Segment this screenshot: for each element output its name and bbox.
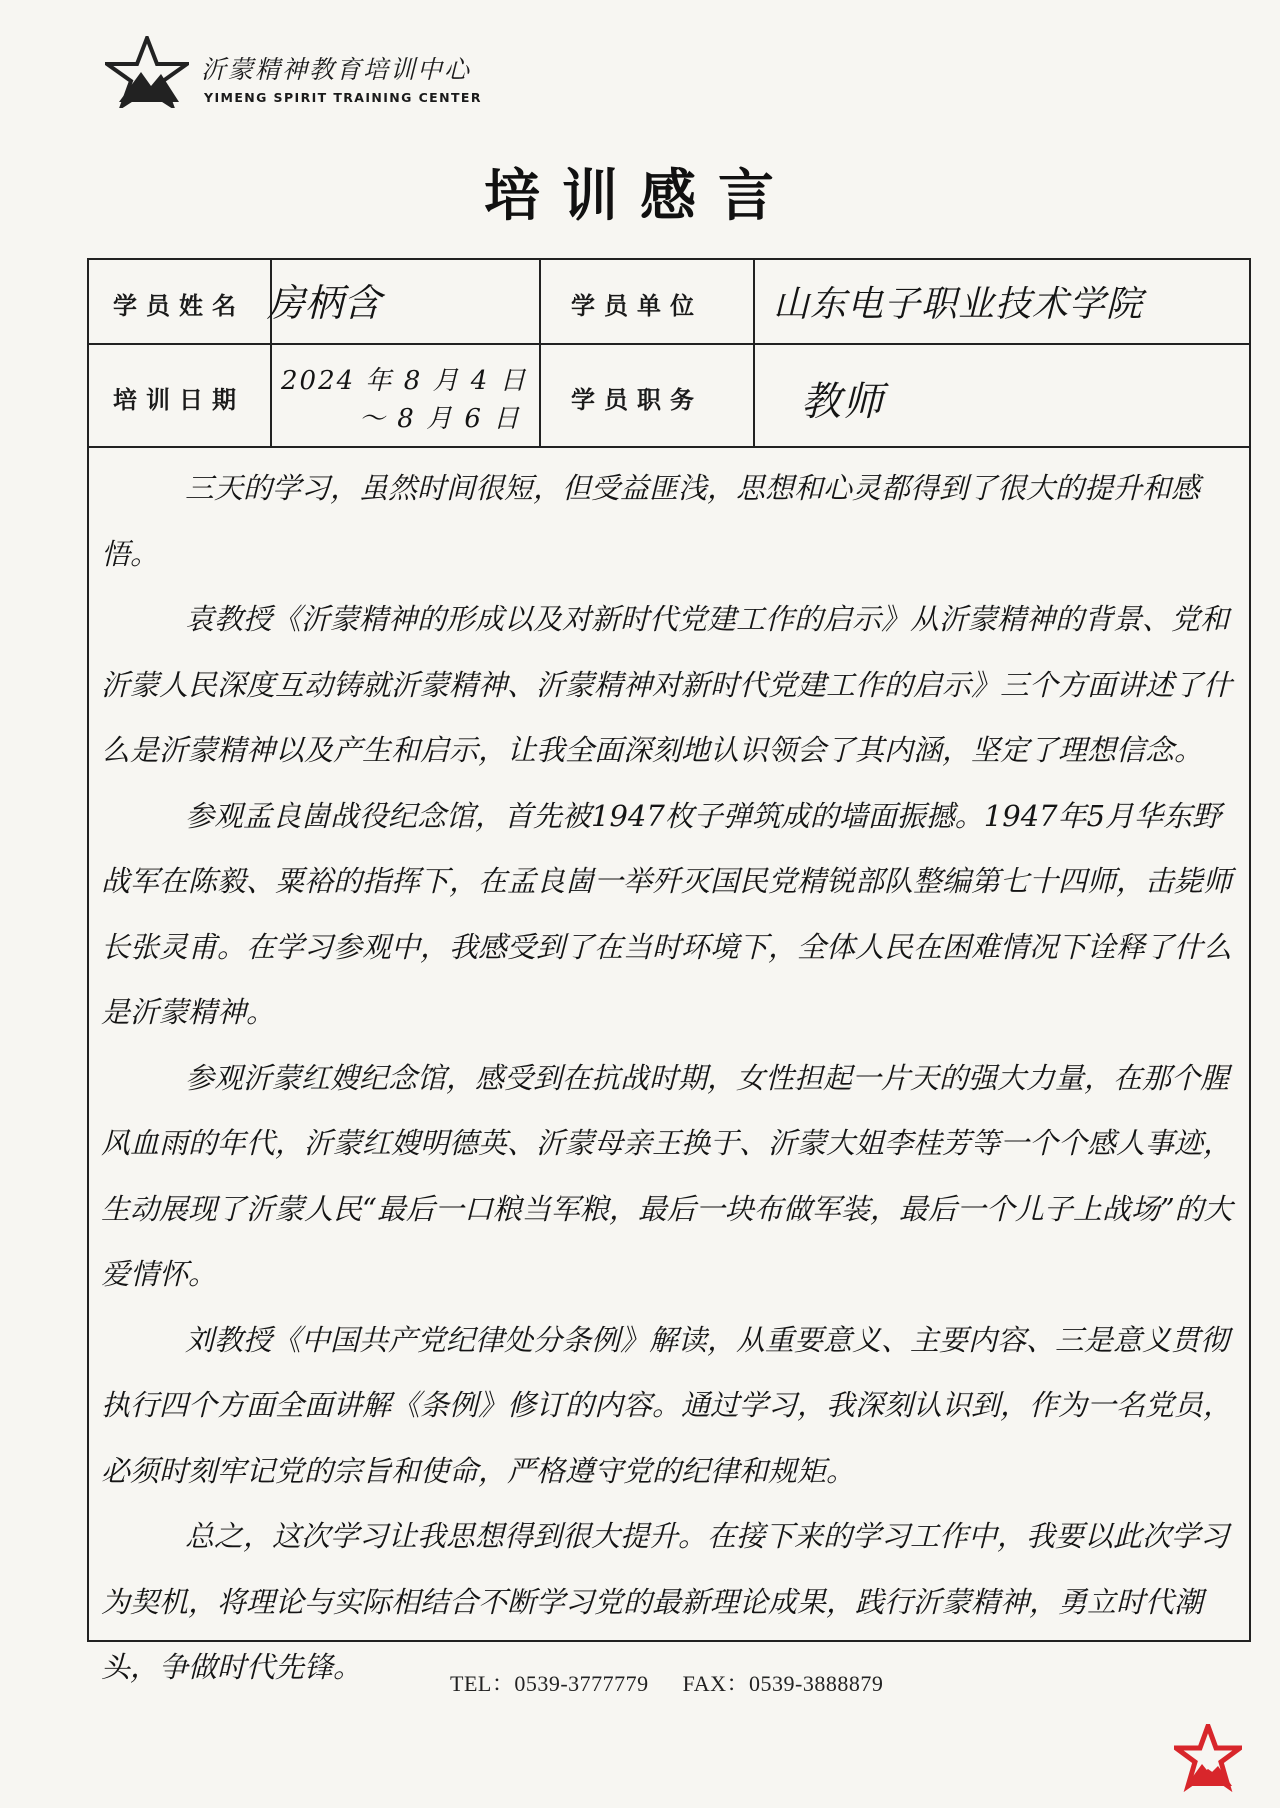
name-value: 房柄含 [267, 281, 382, 325]
paragraph: 刘教授《中国共产党纪律处分条例》解读，从重要意义、主要内容、三是意义贯彻执行四个方面全面讲解《条例》修订的内容。通过学习，我深刻认识到，作为一名党员，必须时刻牢记党的宗旨和使命，严格遵守党的纪律和规矩。 [101, 1322, 1233, 1488]
date-end-value: ～ 8 月 6 日 [359, 404, 522, 434]
letterhead [105, 30, 705, 110]
star-mountain-icon [105, 36, 189, 108]
reflection-text [101, 456, 1237, 1701]
row-divider [89, 343, 1249, 345]
paragraph: 参观孟良崮战役纪念馆，首先被1947枚子弹筑成的墙面振撼。1947年5月华东野战军在陈毅、粟裕的指挥下，在孟良崮一举歼灭国民党精锐部队整编第七十四师，击毙师长张灵甫。在学习参观中，我感受到了在当时环境下，全体人民在困难情况下诠释了什么是沂蒙精神。 [101, 798, 1233, 1029]
contact-footer [450, 1667, 883, 1698]
paragraph: 总之，这次学习让我思想得到很大提升。在接下来的学习工作中，我要以此次学习为契机，将理论与实际相结合不断学习党的最新理论成果，践行沂蒙精神，勇立时代潮头，争做时代先锋。 [101, 1519, 1230, 1684]
col-divider [753, 260, 755, 446]
tel-text: TEL：0539-3777779 [450, 1671, 649, 1696]
info-divider [89, 446, 1249, 448]
unit-value: 山东电子职业技术学院 [773, 284, 1144, 325]
paragraph: 参观沂蒙红嫂纪念馆，感受到在抗战时期，女性担起一片天的强大力量，在那个腥风血雨的年代，沂蒙红嫂明德英、沂蒙母亲王换于、沂蒙大姐李桂芳等一个个感人事迹，生动展现了沂蒙人民“最后一口粮当军粮，最后一块布做军装，最后一个儿子上战场”的大爱情怀。 [101, 1060, 1233, 1291]
page-title: 培训感言 [484, 163, 796, 229]
paragraph: 袁教授《沂蒙精神的形成以及对新时代党建工作的启示》从沂蒙精神的背景、党和沂蒙人民深度互动铸就沂蒙精神、沂蒙精神对新时代党建工作的启示》三个方面讲述了什么是沂蒙精神以及产生和启示，让我全面深刻地认识领会了其内涵，坚定了理想信念。 [101, 602, 1233, 767]
org-name-en: YIMENG SPIRIT TRAINING CENTER [204, 90, 482, 105]
position-value: 教师 [801, 379, 885, 425]
org-name-cn: 沂蒙精神教育培训中心 [201, 55, 472, 84]
unit-label: 学员单位 [571, 292, 703, 320]
name-label: 学员姓名 [113, 292, 245, 320]
fax-text: FAX：0539-3888879 [682, 1671, 884, 1696]
position-label: 学员职务 [571, 386, 703, 414]
date-label: 培训日期 [113, 386, 245, 414]
star-mountain-red-icon [1174, 1724, 1242, 1794]
date-start-value: 2024 年 8 月 4 日 [281, 366, 528, 396]
col-divider [539, 260, 541, 446]
paragraph: 三天的学习，虽然时间很短，但受益匪浅，思想和心灵都得到了很大的提升和感悟。 [101, 471, 1201, 571]
